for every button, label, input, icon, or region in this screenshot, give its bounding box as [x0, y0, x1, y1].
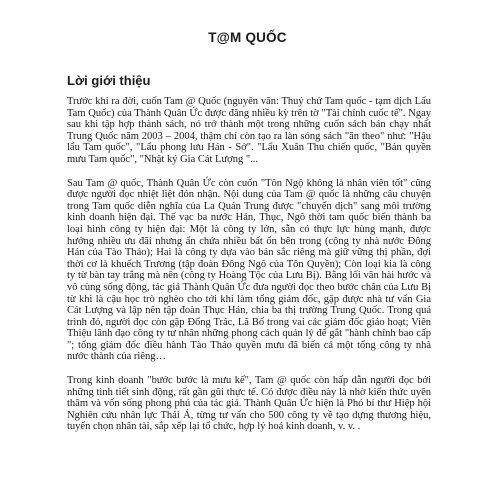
section-heading: Lời giới thiệu — [67, 73, 151, 88]
paragraph-3: Trong kinh doanh "bước bước là mưu kế", Tam @ quốc còn hấp dẫn người đọc bởi những tình tiết sinh động, rất gần gũi thực tế. Có được điều này là nhờ kiến thức uyên thâm và vốn sống phong phú của tác giả. Thành Quân Ức hiện là Phó bí thư Hiệp hội Nghiên cứu nhân lực Thái Á, từng tư vấn cho 500 công ty về tạo dựng thương hiệu, tuyển chọn nhân tài, sắp xếp lại tổ chức, hợp lý hoá kinh doanh, v. v. . — [67, 375, 431, 433]
document-title: T@M QUỐC — [208, 30, 287, 45]
paragraph-1: Trước khi ra đời, cuốn Tam @ Quốc (nguyên văn: Thuý chử Tam quốc - tạm dịch Lẩu Tam Quốc) của Thành Quân Ức được đăng nhiều kỳ trên tờ "Tài chính cuốc tế". Ngay sau khi tập hợp thành sách, nó trở thành một trong những cuốn sách bán chạy nhất Trung Quốc năm 2003 – 2004, thậm chí còn tạo ra làn sóng sách "ăn theo" như: "Hậu lẩu Tam quốc", "Lẩu phong lưu Hán - Sở". "Lẩu Xuân Thu chiến quốc, "Bản quyền mưu Tam quốc", "Nhật ký Gia Cát Lượng "... — [67, 96, 431, 165]
document-body — [67, 96, 431, 445]
paragraph-2: Sau Tam @ quốc, Thành Quân Ức còn cuốn "Tôn Ngộ không là nhân viên tốt" cũng được người đọc nhiệt liệt đón nhận. Nội dung của Tam @ quốc là những câu chuyện trong Tam quốc diễn nghĩa của La Quán Trung được "chuyển dịch" sang môi trường kinh doanh hiện đại. Thế vạc ba nước Hán, Thục, Ngô thời tam quốc biến thành ba loại hình công ty hiện đại: Một là công ty lớn, sẵn có thực lực hùng mạnh, được hưởng nhiều ưu đãi nhưng ẩn chứa nhiều bất ổn bên trong (công ty nhà nước Đông Hán của Tào Tháo); Hai là công ty dựa vào bản sắc riêng mà giữ vững thị phần, đợi thời cơ là khuếch Trương (tập đoàn Đông Ngô của Tôn Quyền); Còn loại kia là công ty từ bàn tay trắng mà nên (công ty Hoàng Tộc của Lưu Bị). Bằng lối văn hài hước và vô cùng sống động, tác giả Thành Quân Ức đưa người đọc theo bước chân của Lưu Bị từ khi là cậu học trò nghèo cho tới khi làm tổng giám đốc, gặp được nhà tư vấn Gia Cát Lượng và lập nên tập đoàn Thục Hán, chia ba thị trường Trung Quốc. Trong quá trình đó, người đọc còn gặp Đổng Trác, Lã Bố trong vai các giám đốc giáo hoạt; Viên Thiệu lãnh đạo công ty tư nhân những phong cách quản lý để gắt "hành chính bao cấp "; tổng giám đốc điều hành Tào Tháo quyền mưu đã biến cả một tổng công ty nhà nước thành của riêng… — [67, 177, 431, 363]
